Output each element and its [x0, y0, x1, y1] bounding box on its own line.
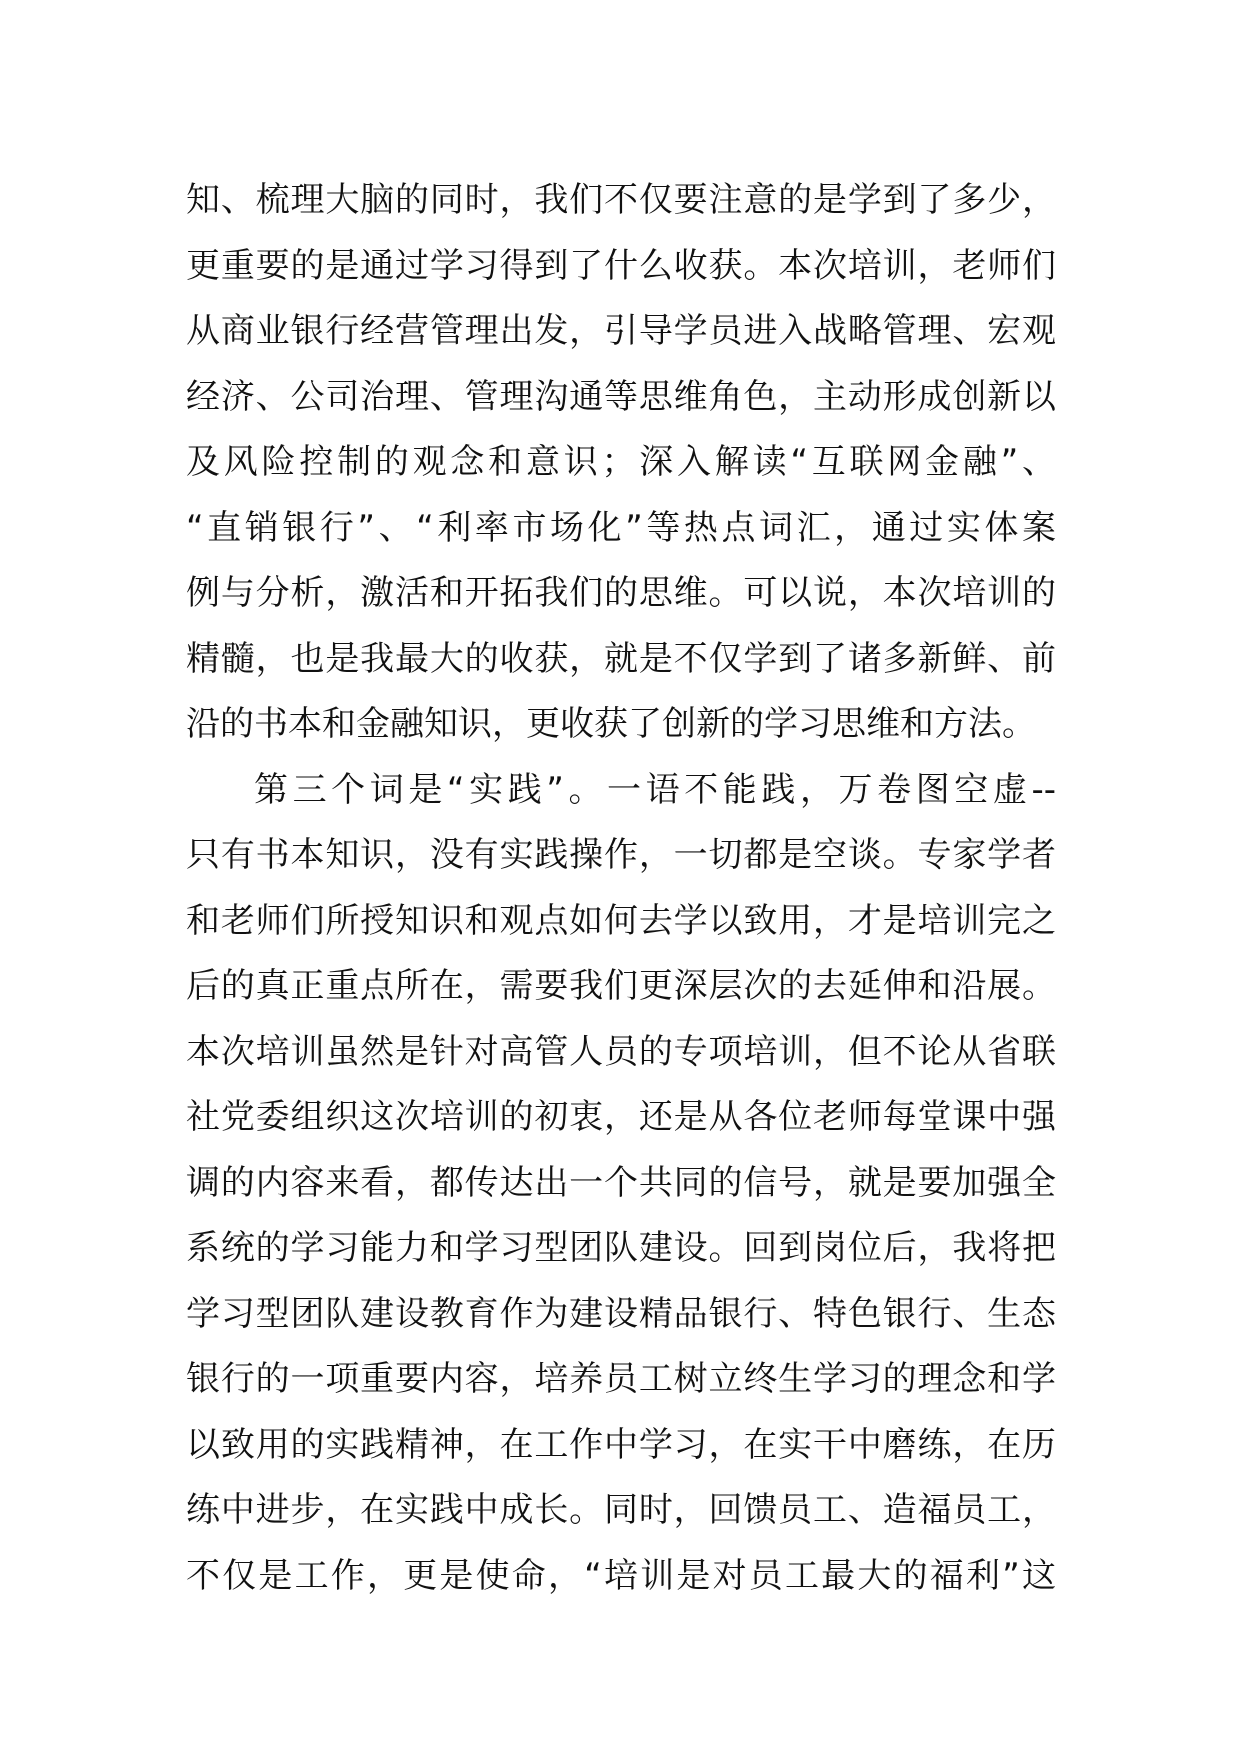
text-line: 本次培训虽然是针对高管人员的专项培训，但不论从省联 — [186, 1031, 1056, 1072]
text-line: 及风险控制的观念和意识；深入解读“互联网金融”、 — [186, 442, 1056, 482]
text-line: 以致用的实践精神，在工作中学习，在实干中磨练，在历 — [186, 1424, 1056, 1465]
text-line: 沿的书本和金融知识，更收获了创新的学习思维和方法。 — [186, 704, 1036, 744]
text-line: “直销银行”、“利率市场化”等热点词汇，通过实体案 — [186, 507, 1056, 548]
text-line: 调的内容来看，都传达出一个共同的信号，就是要加强全 — [186, 1162, 1056, 1203]
text-line: 社党委组织这次培训的初衷，还是从各位老师每堂课中强 — [186, 1097, 1056, 1137]
text-line: 不仅是工作，更是使命，“培训是对员工最大的福利”这 — [186, 1555, 1056, 1596]
text-line: 系统的学习能力和学习型团队建设。回到岗位后，我将把 — [186, 1228, 1056, 1268]
text-line: 从商业银行经营管理出发，引导学员进入战略管理、宏观 — [186, 311, 1056, 351]
text-line: 精髓，也是我最大的收获，就是不仅学到了诸多新鲜、前 — [186, 638, 1056, 679]
text-line: 和老师们所授知识和观点如何去学以致用，才是培训完之 — [186, 900, 1056, 941]
paragraph-first-line: 第三个词是“实践”。一语不能践，万卷图空虚-- — [254, 769, 1056, 810]
text-line: 更重要的是通过学习得到了什么收获。本次培训，老师们 — [186, 245, 1056, 286]
text-line: 例与分析，激活和开拓我们的思维。可以说，本次培训的 — [186, 573, 1056, 613]
text-line: 后的真正重点所在，需要我们更深层次的去延伸和沿展。 — [186, 966, 1056, 1006]
text-line: 练中进步，在实践中成长。同时，回馈员工、造福员工， — [186, 1490, 1056, 1530]
body-text — [186, 168, 1056, 1609]
text-line: 经济、公司治理、管理沟通等思维角色，主动形成创新以 — [186, 376, 1056, 417]
text-line: 学习型团队建设教育作为建设精品银行、特色银行、生态 — [186, 1293, 1056, 1334]
text-line: 只有书本知识，没有实践操作，一切都是空谈。专家学者 — [186, 835, 1056, 875]
text-line: 银行的一项重要内容，培养员工树立终生学习的理念和学 — [186, 1359, 1056, 1399]
text-line: 知、梳理大脑的同时，我们不仅要注意的是学到了多少， — [186, 180, 1056, 220]
